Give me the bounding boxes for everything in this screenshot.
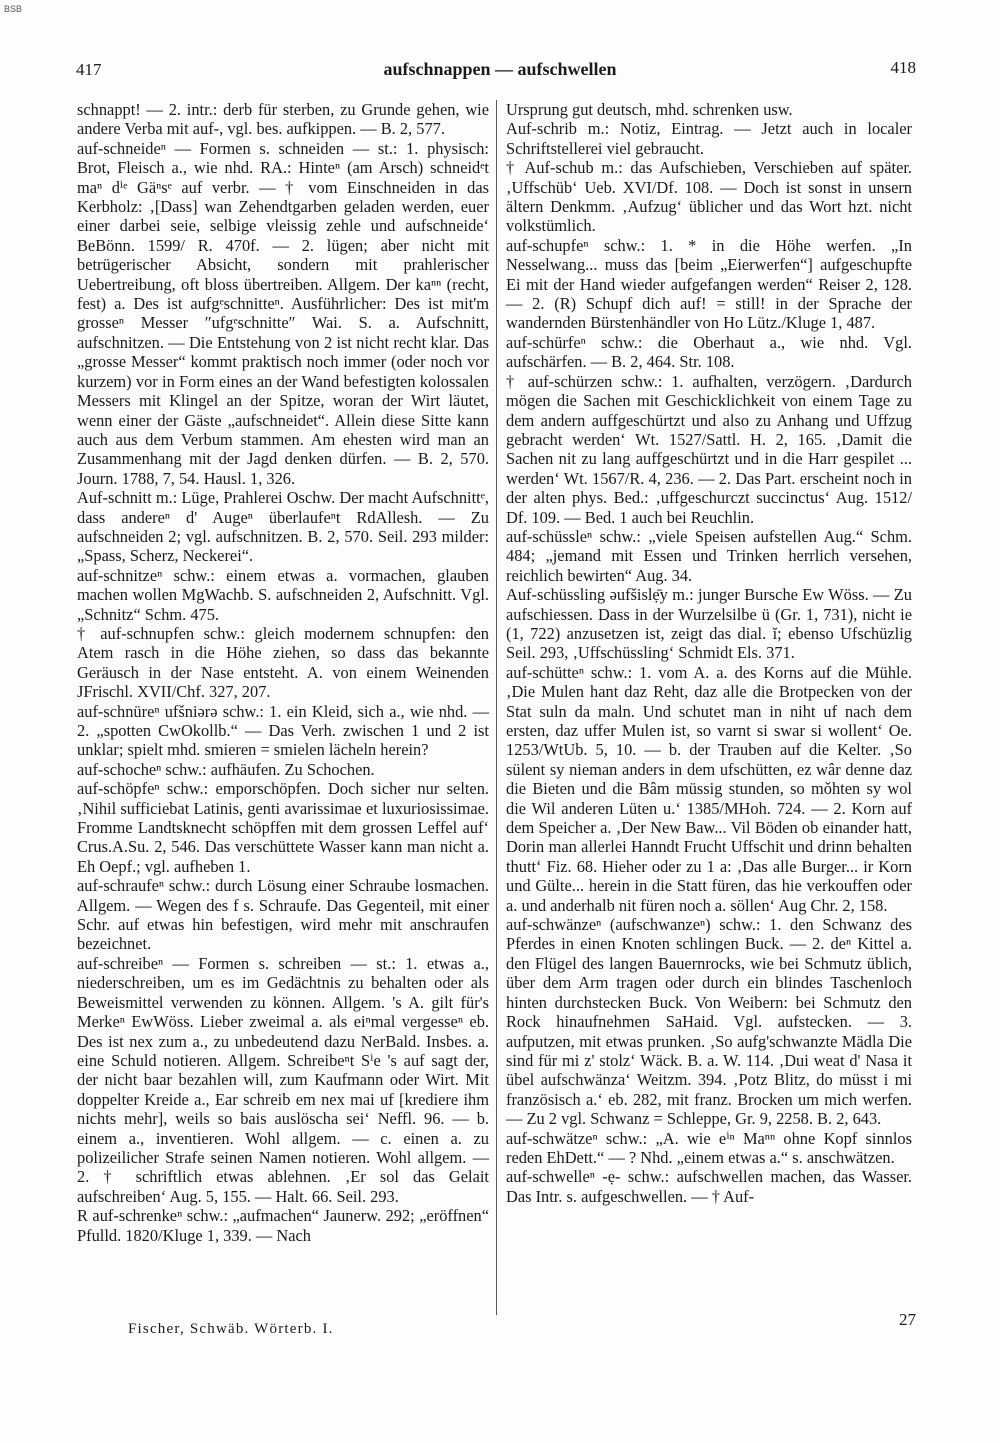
entry: auf-schöpfeⁿ schw.: emporschöpfen. Doch sicher nur selten. ‚Nihil sufficiebat Latinis, genti avarissimae et luxuriosissimae. Fromme Landtsknecht schöpffen mit dem grossen Leffel auf‘ Crus.A.Su. 2, 546. Das verschüttete Wasser kann man nicht a. Eh Oepf.; vgl. aufheben 1. (77, 779, 489, 876)
entry: Auf-schnitt m.: Lüge, Prahlerei Oschw. Der macht Aufschnittᵉ, dass andereⁿ d' Augeⁿ überlaufeⁿt RdAllesh. — Zu aufschneiden 2; vgl. aufschnitzen. B. 2, 570. Seil. 293 milder: „Spass, Scherz, Neckerei“. (77, 488, 489, 566)
entry: auf-schwelleⁿ -ẹ- schw.: aufschwellen machen, das Wasser. Das Intr. s. aufgeschwellen. — † Auf- (506, 1167, 912, 1206)
entry: † auf-schürzen schw.: 1. aufhalten, verzögern. ‚Dardurch mögen die Sachen mit Geschicklichkeit von einem Tage zu dem andern auffgeschürtzt und also zu Anhang und Uffzug gebracht werden‘ Wt. 1527/Sattl. H. 2, 165. ‚Damit die Sachen nit zu lang auffgeschürtzt und in die Harr gespilet ... werden‘ Wt. 1567/R. 4, 236. — 2. Das Part. erscheint noch in der alten phys. Bed.: ‚uffgeschurczt succinctus‘ Aug. 1512/ Df. 109. — Bed. 1 auch bei Reuchlin. (506, 371, 912, 527)
entry: auf-schnitzeⁿ schw.: einem etwas a. vormachen, glauben machen wollen MgWachb. S. aufschneiden 2, Aufschnitt. Vgl. „Schnitz“ Schm. 475. (77, 565, 489, 624)
entry: schnappt! — 2. intr.: derb für sterben, zu Grunde gehen, wie andere Verba mit auf-, vgl. bes. aufkippen. — B. 2, 577. (77, 100, 489, 139)
entry: R auf-schrenkeⁿ schw.: „aufmachen“ Jaunerw. 292; „eröffnen“ Pfulld. 1820/Kluge 1, 339. — Nach (77, 1206, 489, 1245)
running-head: aufschnappen — aufschwellen (383, 59, 617, 79)
entry: auf-schüssleⁿ schw.: „viele Speisen aufstellen Aug.“ Schm. 484; „jemand mit Essen und Trinken herrlich versehen, reichlich bewirten“ Aug. 34. (506, 526, 912, 585)
entry: auf-schupfeⁿ schw.: 1. * in die Höhe werfen. „In Nesselwang... muss das [beim „Eierwerfen“] aufgeschupfte Ei mit der Hand wieder aufgefangen werden“ Reiser 2, 128. — 2. (R) Schupf dich auf! = still! in der Sprache der wandernden Bürstenhändler von Ho Lütz./Kluge 1, 487. (506, 235, 912, 333)
entry: auf-schraufeⁿ schw.: durch Lösung einer Schraube losmachen. Allgem. — Wegen des f s. Schraufe. Das Gegenteil, mit einer Schr. auf etwas hin befestigen, wird mehr mit anschraufen bezeichnet. (77, 876, 489, 954)
entry: Ursprung gut deutsch, mhd. schrenken usw. (506, 100, 793, 119)
entry: auf-schwänzeⁿ (aufschwanzeⁿ) schw.: 1. den Schwanz des Pferdes in einen Knoten schlingen Buck. — 2. deⁿ Kittel a. den Flügel des langen Bauernrocks, wie bei Schmutz üblich, über dem Arm tragen oder durch ein blindes Taschenloch hinten durchstecken Buck. Von Weibern: bei Schmutz den Rock hinaufnehmen SaHaid. Vgl. aufstecken. — 3. aufputzen, mit etwas prunken. ‚So aufg'schwanzte Mädla Die sind für mi z' stolz‘ Wäck. B. a. W. 114. ‚Dui weat d' Nasa it übel aufschwänza‘ Weitzm. 394. ‚Potz Blitz, do müsst i mi französisch a.‘ eb. 282, mit franz. Brocken um mich werfen. — Zu 2 vgl. Schwanz = Schleppe, Gr. 9, 2258. B. 2, 643. (506, 915, 912, 1129)
entry: Auf-schrib m.: Notiz, Eintrag. — Jetzt auch in localer Schriftstellerei viel gebraucht. (506, 119, 912, 158)
right-page-number: 418 (890, 58, 916, 77)
entry: auf-schocheⁿ schw.: aufhäufen. Zu Schochen. (77, 759, 375, 779)
column-divider (496, 100, 497, 1315)
entry: Auf-schüssling əufšislẹ̄y m.: junger Bursche Ew Wöss. — Zu aufschiessen. Dass in der Wurzelsilbe ü (Gr. 1, 731), nicht ie (1, 722) anzusetzen ist, zeigt das dial. ĭ; ebenso Ufschüzlig Seil. 293, ‚Uffschüssling‘ Schmidt Els. 371. (506, 585, 912, 663)
entry: auf-schürfeⁿ schw.: die Oberhaut a., wie nhd. Vgl. aufschärfen. — B. 2, 464. Str. 108. (506, 332, 912, 372)
entry: auf-schnüreⁿ ufšniərə schw.: 1. ein Kleid, sich a., wie nhd. — 2. „spotten CwOkollb.“ — Das Verh. zwischen 1 und 2 ist unklar; spielt mhd. smieren = smielen lächeln herein? (77, 701, 489, 760)
entry: auf-schütteⁿ schw.: 1. vom A. a. des Korns auf die Mühle. ‚Die Mulen hant daz Reht, daz alle die Brotpecken von der Stat suln da maln. Und schutet man in niht uf nach dem ersten, daz uffer Mulen ist, so varnt si swar si wollent‘ Oe. 1253/WtUb. 5, 10. — b. der Trauben auf die Kelter. ‚So sülent sy nieman anders in dem ufschütten, ez wâr denne daz die Bieten und die Bâm müssig stunden, so mǒhten sy wol die Wil anderen Lüten u.‘ 1385/MHoh. 724. — 2. Korn auf dem Speicher a. ‚Der New Baw... Vil Böden ob einander hatt, Dorin man allerlei Hanndt Frucht Uffschit und drinn behalten thutt‘ Fiz. 68. Hieher oder zu 1 a: ‚Das alle Burger... ir Korn und Gülte... herein in die Statt füren, das hie verkouffen oder a. und anderhalb nit füren noch a. söllen‘ Aug Chr. 2, 158. (506, 662, 912, 915)
left-page-number: 417 (76, 60, 102, 79)
footer-source: Fischer, Schwäb. Wörterb. I. (128, 1321, 334, 1337)
right-column (506, 100, 912, 1206)
entry: auf-schreibeⁿ — Formen s. schreiben — st.: 1. etwas a., niederschreiben, um es im Gedächtnis zu behalten oder als Beweismittel verwenden zu können. Allgem. 's A. gilt für's Merkeⁿ EwWöss. Lieber zweimal a. als eiⁿmal vergesseⁿ eb. Des ist nex zum a., zu unbedeutend dazu NerBald. Insbes. a. eine Schuld notieren. Allgem. Schreibeⁿt Sⁱe 's auf sagt der, der nicht baar bezahlen will, zum Kaufmann oder Wirt. Mit doppelter Kreide a., Ear schreib em nex mai uf [krediere ihm nichts mehr], weils so bais auslöscha sei‘ Neffl. 96. — b. einem a., inventieren. Wohl allgem. — c. einen a. zu polizeilicher Strafe seinen Namen notieren. Wohl allgem. — 2. † schriftlich etwas ablehnen. ‚Er sol das Gelait aufschreiben‘ Aug. 5, 155. — Halt. 66. Seil. 293. (77, 953, 489, 1206)
library-stamp: BSB (4, 4, 23, 14)
left-column (77, 100, 489, 1245)
entry: † auf-schnupfen schw.: gleich modernem schnupfen: den Atem rasch in die Höhe ziehen, so dass das bekannte Geräusch in der Nase entsteht. A. von einem Weinenden JFrischl. XVII/Chf. 327, 207. (77, 623, 489, 702)
entry: auf-schwätzeⁿ schw.: „A. wie eⁱⁿ Maⁿⁿ ohne Kopf sinnlos reden EhDett.“ — ? Nhd. „einem etwas a.“ s. anschwätzen. (506, 1128, 912, 1167)
entry: auf-schneideⁿ — Formen s. schneiden — st.: 1. physisch: Brot, Fleisch a., wie nhd. RA.: Hinteⁿ (am Arsch) schneidᵉt maⁿ dⁱᵉ Gäⁿsᵉ auf verbr. — † vom Einschneiden in das Kerbholz: ‚[Dass] wan Zehendtgarben geladen werden, euer einer darbei seie, selbige vleissig zehle und aufschneide‘ BeBönn. 1599/ R. 470f. — 2. lügen; aber nicht mit betrügerischer Absicht, sondern mit prahlerischer Uebertreibung, oft bloss übertreiben. Allgem. Der kaⁿⁿ (recht, fest) a. Des ist aufgᵉschnitteⁿ. Ausführlicher: Des ist mit'm grosseⁿ Messer ″ufgᵉschnitte″ Wai. S. a. Aufschnitt, aufschnitzen. — Die Entstehung von 2 ist nicht recht klar. Das „grosse Messer“ kommt praktisch noch immer (oder noch vor kurzem) vor in Form eines an der Wand befestigten kolossalen Messers mit Klingel an der Spitze, woran der Wirt läutet, wenn einer der Gäste „aufschneidet“. Allein diese Sitte kann auch aus dem Verbum stammen. Am ehesten wird man an Zusammenhang mit der Jagd denken dürfen. — B. 2, 570. Journ. 1788, 7, 54. Hausl. 1, 326. (77, 138, 489, 488)
signature-number: 27 (899, 1310, 916, 1329)
entry: † Auf-schub m.: das Aufschieben, Verschieben auf später. ‚Uffschüb‘ Ueb. XVI/Df. 108. — Doch ist sonst in unsern ältern Denkmm. ‚Aufzug‘ üblicher und das Wort hzt. nicht volkstümlich. (506, 158, 912, 236)
